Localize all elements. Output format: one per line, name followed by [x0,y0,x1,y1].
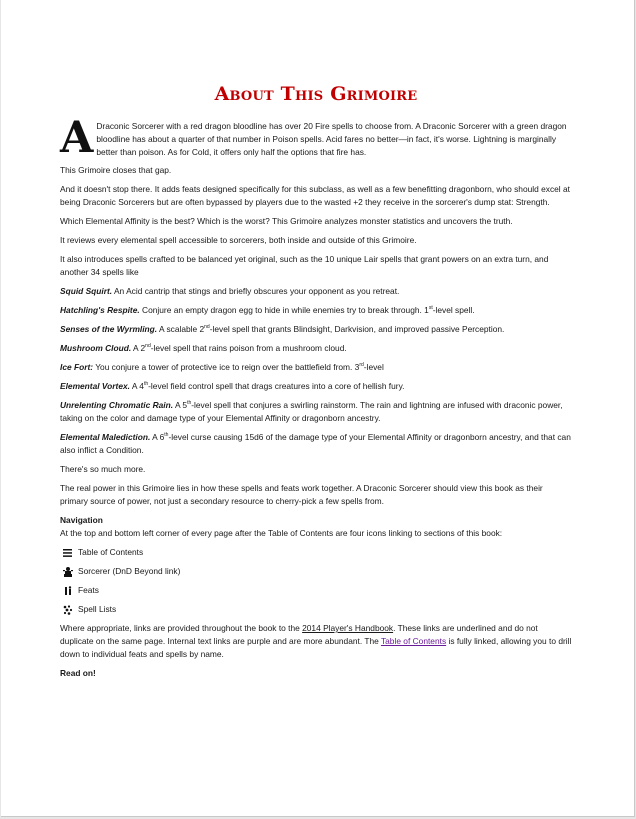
links-text: is fully linked, allowing you to drill down to individual feats and spells by name. [60,636,572,659]
spell-name: Hatchling's Respite. [60,305,140,315]
paragraph: This Grimoire closes that gap. [60,165,172,175]
nav-item-spell-lists[interactable] [62,603,572,616]
list-icon [62,547,74,559]
nav-item-label: Table of Contents [78,547,144,557]
spell-name: Unrelenting Chromatic Rain. [60,400,174,410]
ordinal-suffix: st [428,305,433,311]
paragraph: It reviews every elemental spell accessible to sorcerers, both inside and outside of this Grimoire. [60,235,417,245]
spell-desc-tail: -level field control spell that drags creatures into a core of hellish fury. [148,381,405,391]
spell-entry [60,342,572,355]
spell-lists-icon [62,604,74,616]
feats-icon [62,585,74,597]
table-of-contents-link[interactable]: Table of Contents [380,636,447,646]
paragraph: There's so much more. [60,464,146,474]
nav-item-label: Feats [78,585,99,595]
paragraph: And it doesn't stop there. It adds feats designed specifically for this subclass, as well as a few benefitting dragonborn, who should excel at being Draconic Sorcerers but are often bypassed by players due to the wasted +2 they receive in the sorcerer's dump stat: Strength. [60,184,570,207]
sorcerer-icon [62,566,74,578]
nav-item-label: Sorcerer (DnD Beyond link) [78,566,181,576]
spell-desc: You conjure a tower of protective ice to reign over the battlefield from. 3 [93,362,360,372]
nav-item-sorcerer[interactable] [62,565,572,578]
spell-entry [60,399,572,425]
links-text: . These links are underlined and do not duplicate on the same page. Internal text links are purple and are more abundant. The [60,623,538,646]
paragraph: The real power in this Grimoire lies in how these spells and feats work together. A Draconic Sorcerer should view this book as their primary source of power, not just a secondary resource to cherry-pick a few spells from. [60,483,543,506]
nav-item-label: Spell Lists [78,604,117,614]
drop-cap: A [60,113,94,163]
nav-item-table-of-contents[interactable] [62,546,572,559]
spell-desc: A scalable 2 [157,324,205,334]
spell-desc-tail: -level spell that rains poison from a mushroom cloud. [150,343,347,353]
ordinal-suffix: nd [204,324,210,330]
spell-desc-tail: -level spell that grants Blindsight, Darkvision, and improved passive Perception. [209,324,505,334]
spell-name: Mushroom Cloud. [60,343,132,353]
spell-desc: A 6 [150,432,165,442]
intro-paragraph [60,113,572,163]
document-page [1,0,635,817]
spell-desc: A 2 [131,343,146,353]
intro-text: Draconic Sorcerer with a red dragon bloodline has over 20 Fire spells to choose from. A Draconic Sorcerer with a green dragon bloodline has about a quarter of that number in Poison spells. Acid fares no better—in fact, it's worse. Lightning is marginally better than poison. As for Cold, it offers only half the options that fire has. [96,121,567,157]
ordinal-suffix: rd [359,362,364,368]
page-title: About This Grimoire [214,83,418,105]
spell-entry [60,285,572,298]
spell-name: Senses of the Wyrmling. [60,324,158,334]
spell-desc: An Acid cantrip that stings and briefly obscures your opponent as you retreat. [112,286,400,296]
navigation-heading: Navigation [60,515,103,525]
spell-name: Squid Squirt. [60,286,113,296]
spell-desc-tail: -level spell. [432,305,475,315]
closing-line: Read on! [60,668,96,678]
page-content [60,82,572,686]
spell-desc: A 5 [173,400,188,410]
links-paragraph [60,622,572,661]
spell-name: Elemental Malediction. [60,432,151,442]
spell-entry [60,431,572,457]
paragraph: It also introduces spells crafted to be balanced yet original, such as the 10 unique Lair spells that grant powers on an extra turn, and another 34 spells like [60,254,549,277]
spell-entry [60,380,572,393]
spell-name: Elemental Vortex. [60,381,130,391]
paragraph: Which Elemental Affinity is the best? Which is the worst? This Grimoire analyzes monster statistics and uncovers the truth. [60,216,513,226]
spell-entry [60,361,572,374]
spell-name: Ice Fort: [60,362,94,372]
spell-entry [60,304,572,317]
spell-desc-tail: -level [363,362,384,372]
spell-desc-tail: -level spell that conjures a swirling rainstorm. The rain and lightning are infused with draconic power, taking on the color and damage type of your Elemental Affinity or dragonborn ancestry. [60,400,563,423]
ordinal-suffix: th [143,381,149,387]
ordinal-suffix: th [187,400,192,406]
ordinal-suffix: nd [145,343,151,349]
players-handbook-link[interactable]: 2014 Player's Handbook [302,623,394,633]
nav-item-feats[interactable] [62,584,572,597]
spell-desc: Conjure an empty dragon egg to hide in while enemies try to break through. 1 [139,305,429,315]
spell-entry [60,323,572,336]
links-text: Where appropriate, links are provided throughout the book to the [60,623,303,633]
spell-desc: A 4 [129,381,144,391]
ordinal-suffix: th [164,432,169,438]
spell-desc-tail: -level curse causing 15d6 of the damage type of your Elemental Affinity or dragonborn ancestry, and that can also inflict a Condition. [60,432,571,455]
navigation-description: At the top and bottom left corner of every page after the Table of Contents are four icons linking to sections of this book: [60,528,503,538]
